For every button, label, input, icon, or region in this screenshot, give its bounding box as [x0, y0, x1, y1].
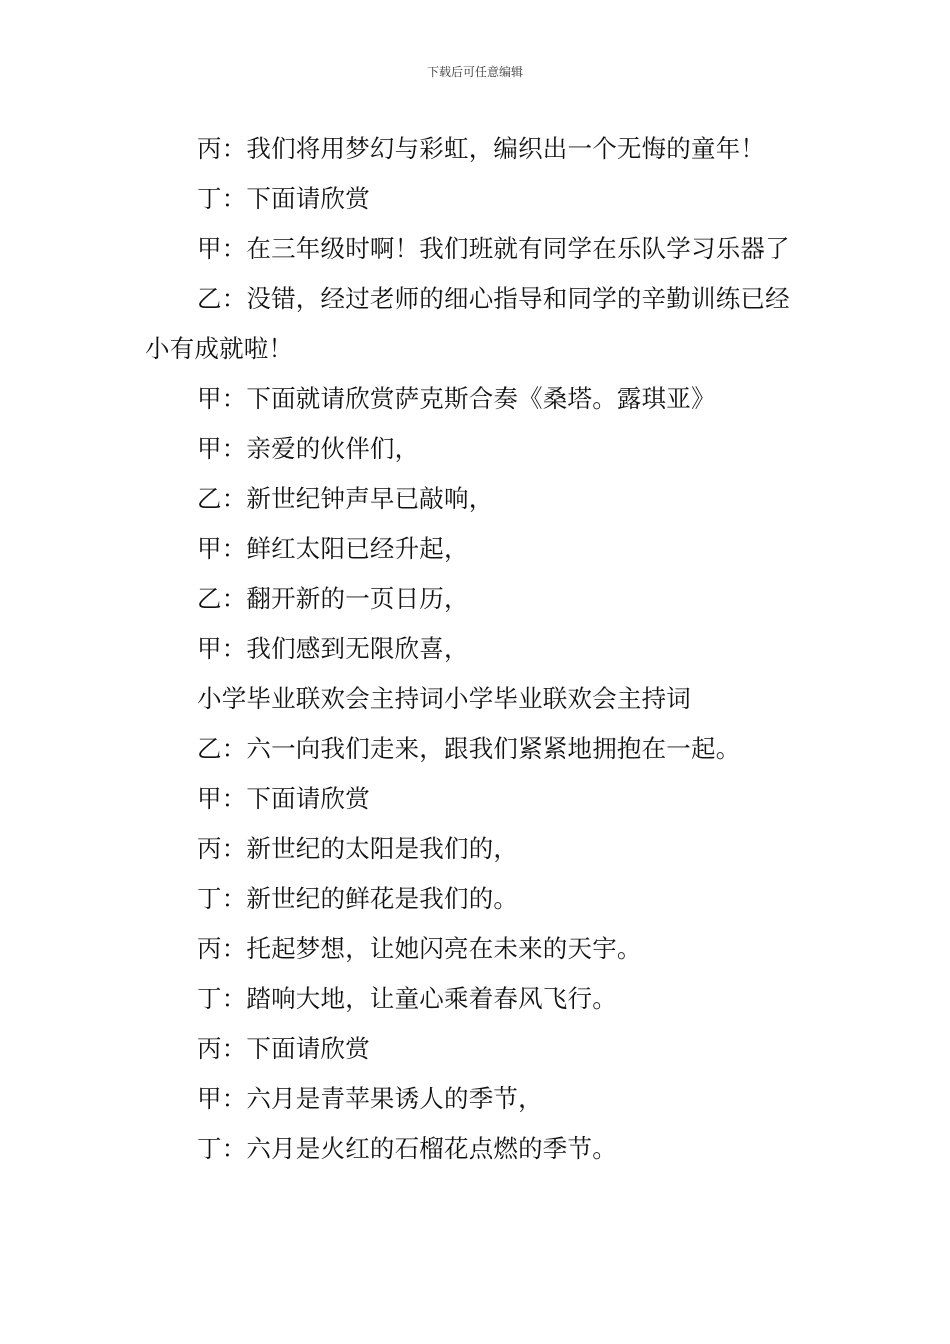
paragraph: 丙：托起梦想，让她闪亮在未来的天宇。	[197, 934, 642, 963]
paragraph: 甲：我们感到无限欣喜，	[197, 634, 469, 663]
paragraph: 甲：下面请欣赏	[197, 784, 370, 813]
paragraph: 乙：没错，经过老师的细心指导和同学的辛勤训练已经小有成就啦！	[145, 284, 790, 363]
paragraph: 甲：下面就请欣赏萨克斯合奏《桑塔。露琪亚》	[197, 384, 716, 413]
paragraph: 乙：翻开新的一页日历，	[197, 584, 469, 613]
paragraph: 丙：下面请欣赏	[197, 1034, 370, 1063]
paragraph: 甲：亲爱的伙伴们，	[197, 434, 420, 463]
paragraph: 乙：新世纪钟声早已敲响，	[197, 484, 494, 513]
paragraph: 甲：在三年级时啊！我们班就有同学在乐队学习乐器了	[197, 234, 790, 263]
paragraph: 丙：新世纪的太阳是我们的，	[197, 834, 519, 863]
paragraph: 丁：踏响大地，让童心乘着春风飞行。	[197, 984, 617, 1013]
page-header: 下载后可任意编辑	[426, 65, 523, 79]
paragraph: 丁：下面请欣赏	[197, 184, 370, 213]
paragraph: 丁：六月是火红的石榴花点燃的季节。	[197, 1134, 617, 1163]
paragraph: 丁：新世纪的鲜花是我们的。	[197, 884, 519, 913]
paragraph: 甲：鲜红太阳已经升起，	[197, 534, 469, 563]
document-body	[145, 124, 810, 1174]
paragraph: 丙：我们将用梦幻与彩虹，编织出一个无悔的童年！	[197, 134, 766, 163]
paragraph: 乙：六一向我们走来，跟我们紧紧地拥抱在一起。	[197, 734, 741, 763]
paragraph: 小学毕业联欢会主持词小学毕业联欢会主持词	[197, 684, 691, 713]
paragraph: 甲：六月是青苹果诱人的季节，	[197, 1084, 543, 1113]
